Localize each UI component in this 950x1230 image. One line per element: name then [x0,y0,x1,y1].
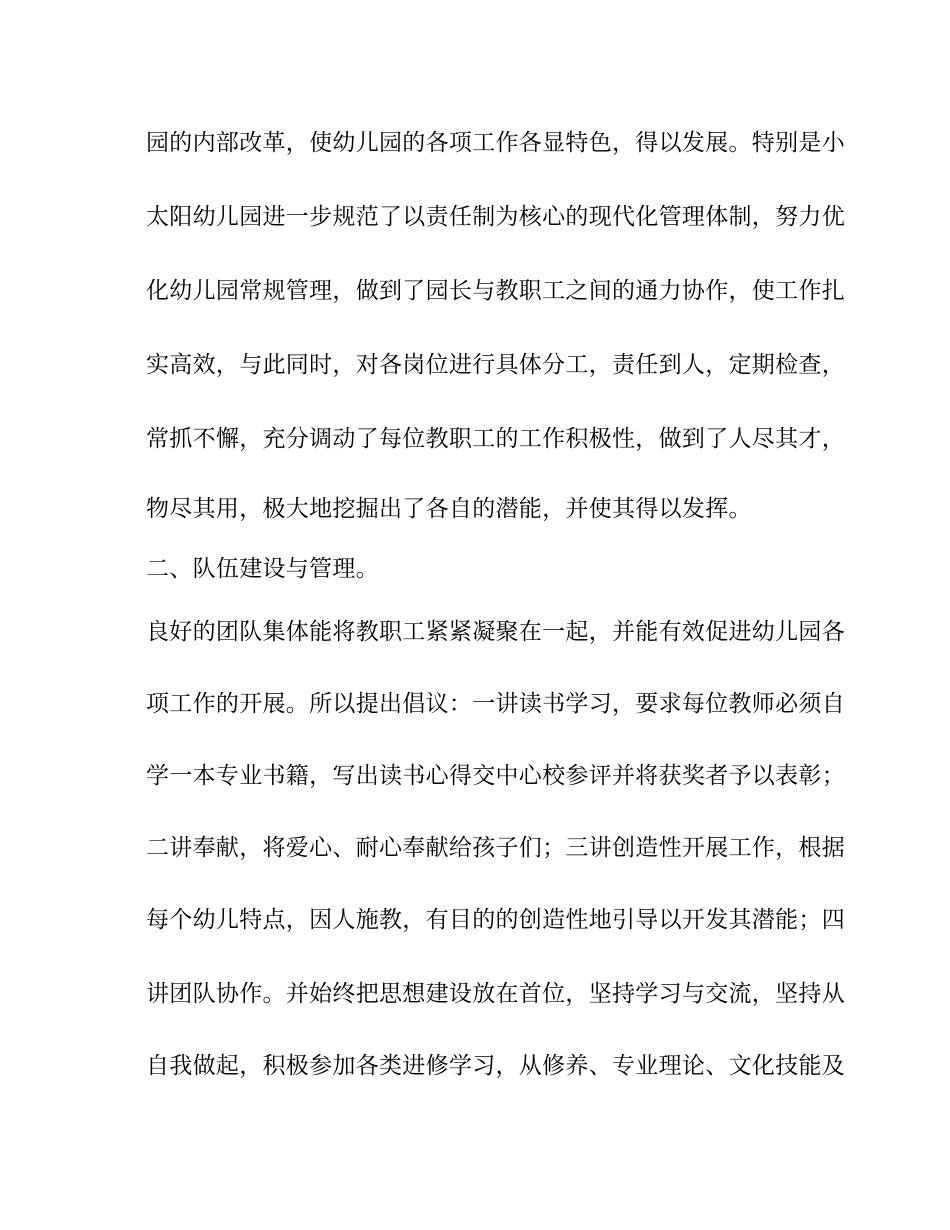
paragraph-2-line-3: 学一本专业书籍，写出读书心得交中心校参评并将获奖者予以表彰； [146,763,845,789]
paragraph-2-line-4: 二讲奉献，将爱心、耐心奉献给孩子们；三讲创造性开展工作，根据 [146,835,845,861]
paragraph-1-line-1: 园的内部改革，使幼儿园的各项工作各显特色，得以发展。特别是小 [146,130,845,156]
paragraph-2-line-5: 每个幼儿特点，因人施教，有目的的创造性地引导以开发其潜能；四 [146,907,845,933]
paragraph-2-line-6: 讲团队协作。并始终把思想建设放在首位，坚持学习与交流，坚持从 [146,981,845,1007]
paragraph-2-line-7: 自我做起，积极参加各类进修学习，从修养、专业理论、文化技能及 [146,1053,845,1079]
paragraph-1-line-6: 物尽其用，极大地挖掘出了各自的潜能，并使其得以发挥。 [146,496,752,522]
section-heading: 二、队伍建设与管理。 [146,556,379,582]
paragraph-1-line-4: 实高效，与此同时，对各岗位进行具体分工，责任到人，定期检查， [146,352,845,378]
paragraph-1-line-5: 常抓不懈，充分调动了每位教职工的工作积极性，做到了人尽其才， [146,426,845,452]
paragraph-1-line-3: 化幼儿园常规管理，做到了园长与教职工之间的通力协作，使工作扎 [146,278,845,304]
paragraph-2-line-1: 良好的团队集体能将教职工紧紧凝聚在一起，并能有效促进幼儿园各 [146,619,845,645]
paragraph-2-line-2: 项工作的开展。所以提出倡议：一讲读书学习，要求每位教师必须自 [146,691,845,717]
paragraph-1-line-2: 太阳幼儿园进一步规范了以责任制为核心的现代化管理体制，努力优 [146,204,845,230]
